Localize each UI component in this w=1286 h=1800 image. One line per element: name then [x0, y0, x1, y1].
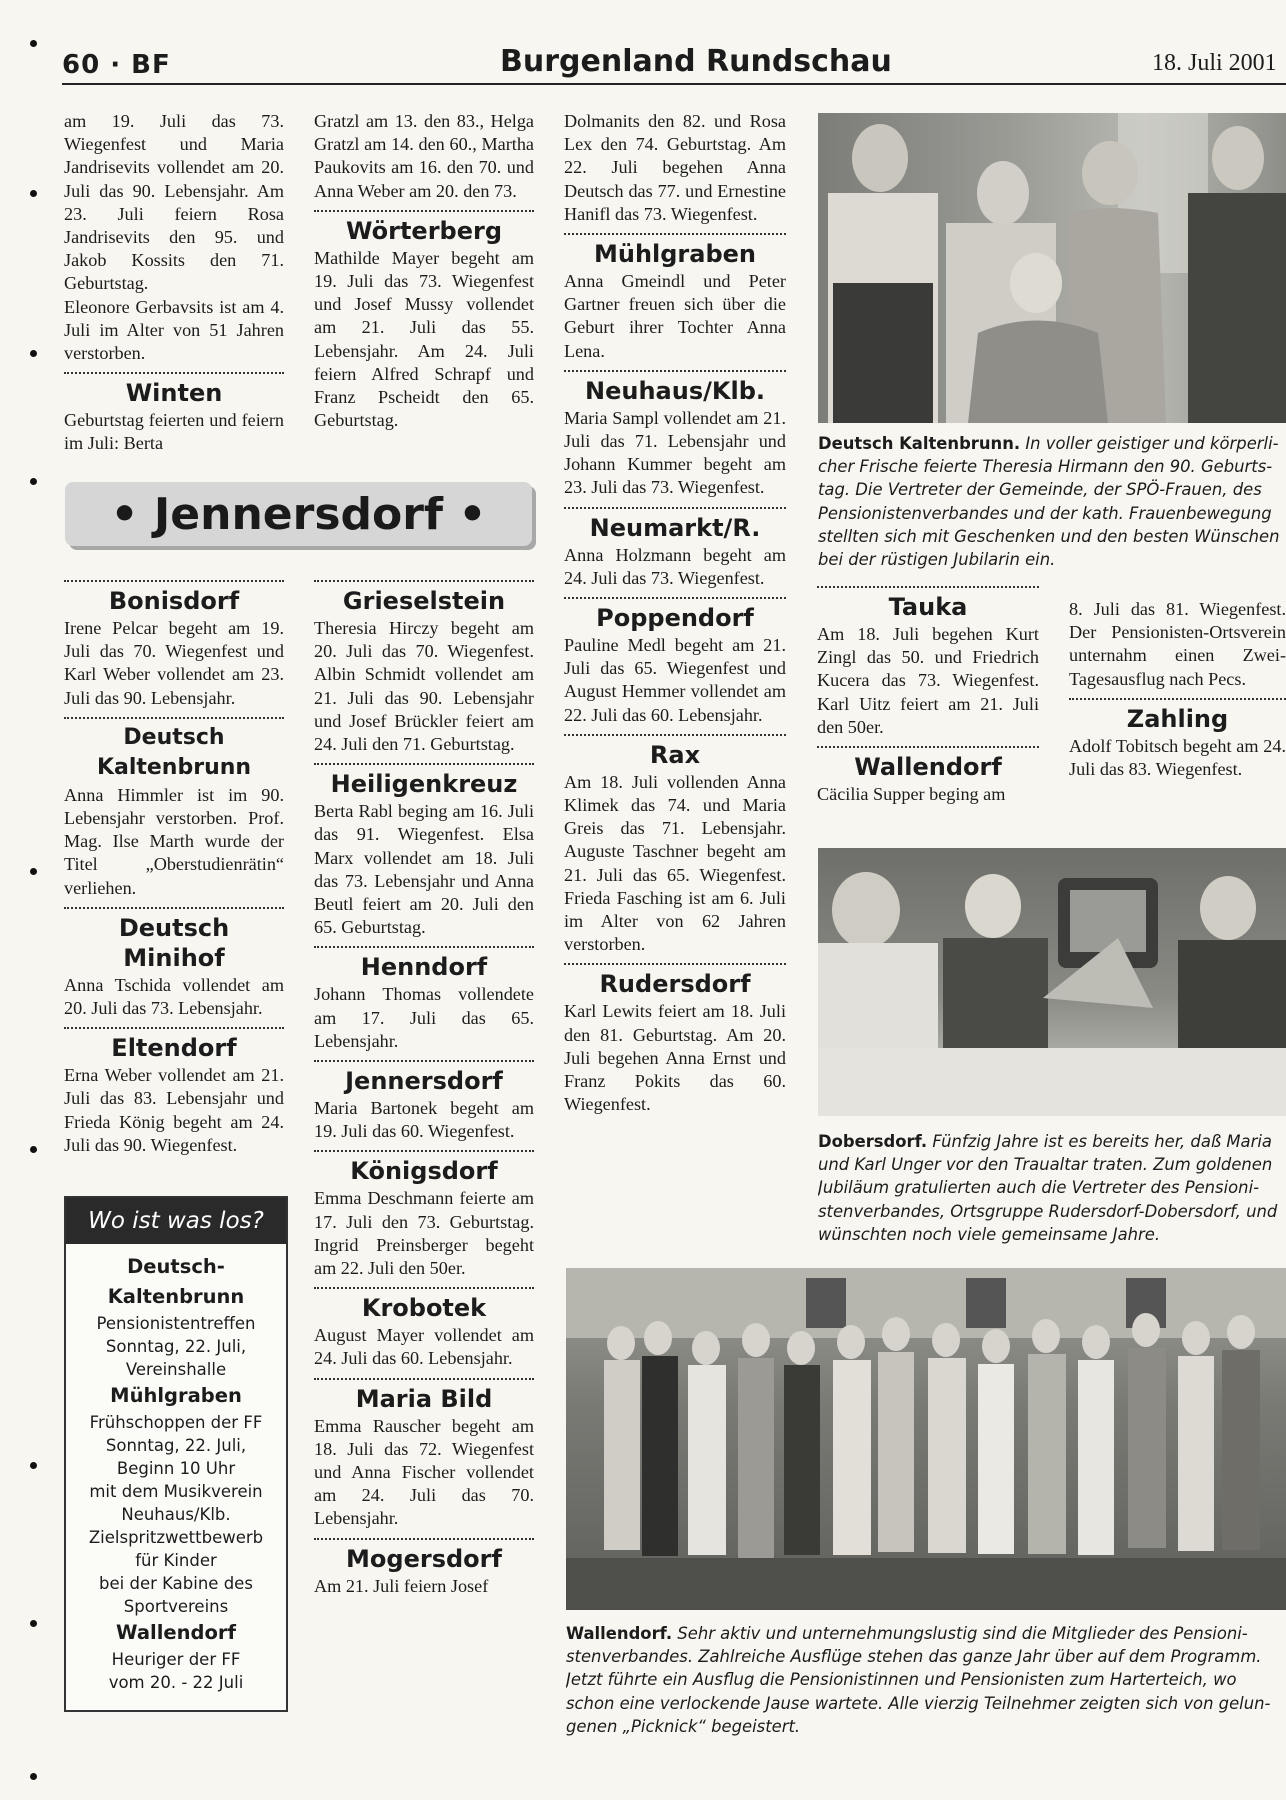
caption-text: In voller geistiger und körperli- — [1025, 434, 1279, 453]
article-text: Emma Deschmann feierte am 17. Juli den 73. Geburtstag. Ingrid Preinsberger begeht am 22. Juli den 50er. — [314, 1188, 534, 1279]
header-rule — [62, 83, 1286, 85]
top-column-2 — [314, 110, 534, 432]
event-line: Pensionistentreffen — [96, 1314, 256, 1333]
event-heading: Deutsch-Kaltenbrunn — [107, 1255, 245, 1308]
photo-caption — [818, 432, 1286, 571]
caption-text: tag. Die Vertreter der Gemeinde, der SPÖ-Frauen, des — [818, 480, 1262, 500]
dotted-divider — [564, 963, 786, 965]
section-heading: Neuhaus/Klb. — [585, 376, 765, 405]
dotted-divider — [564, 597, 786, 599]
caption-text: stellten sich mit Geschenken und den besten Wünschen — [818, 526, 1280, 546]
caption-text: wünschten noch viele gemeinsame Jahre. — [818, 1224, 1161, 1244]
margin-mark — [30, 190, 37, 197]
article-text: Am 18. Juli begehen Kurt Zingl das 50. und Friedrich Kucera das 73. Wiegenfest. Karl Uitz feiert am 21. Juli den 50er. — [817, 624, 1039, 737]
events-box — [64, 1196, 288, 1712]
event-line: für Kinder — [135, 1551, 217, 1570]
event-line: Sportvereins — [123, 1597, 229, 1616]
article-text: Maria Sampl vollendet am 21. Juli das 71. Lebensjahr und Johann Kummer begeht am 23. Juli das 73. Wiegenfest. — [564, 407, 786, 498]
article-text: Pauline Medl begeht am 21. Juli das 65. Wiegenfest und August Hemmer vollendet am 22. Juli das 60. Lebensjahr. — [564, 635, 786, 725]
caption-lead: Wallendorf. — [566, 1624, 673, 1643]
section-heading: Wörterberg — [346, 216, 502, 245]
photo-golden-wedding-dobersdorf — [818, 848, 1286, 1116]
margin-mark — [30, 1773, 37, 1780]
article-text: Anna Holzmann begeht am 24. Juli das 73. Wiegenfest. — [564, 544, 786, 588]
section-heading: Krobotek — [361, 1294, 487, 1323]
dotted-divider — [314, 1150, 534, 1152]
section-heading: Deutsch Minihof — [118, 913, 230, 972]
section-heading: Jennersdorf — [345, 1067, 503, 1096]
section-heading: Mühlgraben — [593, 240, 757, 269]
section-heading: Heiligenkreuz — [330, 770, 518, 799]
column-5 — [1069, 598, 1286, 781]
article-text: 8. Juli das 81. Wiegenfest. Der Pensionisten-Ortsverein unternahm einen Zwei-Tagesausflug nach Pecs. — [1069, 599, 1286, 689]
caption-text: Fünfzig Jahre ist es bereits her, daß Maria — [932, 1132, 1272, 1151]
dotted-divider — [314, 1060, 534, 1062]
dotted-divider — [564, 507, 786, 509]
margin-mark — [30, 1620, 37, 1627]
article-text: August Mayer vollendet am 24. Juli das 60. Lebensjahr. — [314, 1325, 534, 1369]
dotted-divider — [817, 586, 1039, 588]
section-heading: Poppendorf — [596, 604, 754, 633]
dotted-divider — [314, 1378, 534, 1380]
article-text: Mathilde Mayer begeht am 19. Juli das 73. Wiegenfest und Josef Mussy vollendet am 21. Juli das 55. Lebensjahr. Am 24. Juli feiern Alfred Schrapf und Franz Pscheidt den 65. Geburtstag. — [314, 247, 534, 431]
margin-mark — [30, 478, 37, 485]
column-3 — [564, 110, 786, 1117]
dotted-divider — [314, 1287, 534, 1289]
region-banner: • Jennersdorf • — [65, 482, 532, 546]
dotted-divider — [314, 763, 534, 765]
section-heading: Deutsch Kaltenbrunn — [96, 724, 252, 780]
dotted-divider — [314, 1538, 534, 1540]
dotted-divider — [564, 734, 786, 736]
margin-mark — [30, 868, 37, 875]
margin-mark — [30, 40, 37, 47]
section-heading: Tauka — [888, 593, 968, 621]
page-number: 60 · BF — [62, 50, 171, 80]
section-heading: Henndorf — [360, 953, 488, 982]
caption-text: Jetzt führte ein Ausflug die Pensionistinnen und Pensionisten zum Harterteich, wo — [566, 1670, 1237, 1690]
issue-date: 18. Juli 2001 — [1152, 50, 1277, 76]
article-text: Anna Tschida vollendet am 20. Juli das 73. Lebensjahr. — [64, 974, 284, 1019]
section-heading: Rax — [649, 740, 701, 769]
caption-text: bei der rüstigen Jubilarin ein. — [818, 550, 1056, 570]
section-heading: Winten — [125, 379, 223, 408]
caption-lead: Dobersdorf. — [818, 1132, 928, 1151]
article-text: Anna Gmeindl und Peter Gartner freuen sich über die Geburt ihrer Tochter Anna Lena. — [564, 271, 786, 361]
section-heading: Bonisdorf — [108, 587, 240, 615]
photo-figures — [566, 1268, 1286, 1610]
event-line: Zielspritzwettbewerb — [88, 1528, 264, 1547]
event-line: Beginn 10 Uhr — [116, 1459, 236, 1478]
caption-text: Sehr aktiv und unternehmungslustig sind die Mitglieder des Pensioni- — [677, 1624, 1248, 1643]
caption-text: stenverbandes. Zahlreiche Ausflüge stehen das ganze Jahr über auf dem Programm. — [566, 1647, 1262, 1667]
margin-mark — [30, 1146, 37, 1153]
event-line: Heuriger der FF — [111, 1650, 241, 1669]
events-box-title: Wo ist was los? — [66, 1198, 286, 1244]
photo-caption — [566, 1622, 1286, 1738]
event-line: Sonntag, 22. Juli, — [105, 1337, 247, 1356]
event-line: Vereinshalle — [125, 1360, 227, 1379]
article-text: Am 18. Juli vollenden Anna Klimek das 74. und Maria Greis das 71. Lebensjahr. Auguste Taschner begeht am 21. Juli das 65. Wiegenfest. Frieda Fasching ist am 6. Juli im Alter von 62 Jahren verstorben. — [564, 771, 786, 955]
caption-text: schon eine verlockende Jause wartete. Alle vierzig Teilnehmer zeigten sich von gelun- — [566, 1693, 1271, 1713]
article-text: Geburtstag feierten und feiern im Juli: Berta — [64, 410, 284, 454]
photo-caption — [818, 1130, 1286, 1246]
article-text: Irene Pelcar begeht am 19. Juli das 70. Wiegenfest und Karl Weber vollendet am 23. Juli das 90. Lebensjahr. — [64, 618, 284, 708]
article-text: am 19. Juli das 73. Wiegenfest und Maria Jandrisevits vollendet am 20. Juli das 90. Lebensjahr. Am 23. Juli feiern Rosa Jandrisevits den 95. und Jakob Kossits den 71. Geburtstag. — [64, 111, 284, 294]
photo-figures — [818, 113, 1286, 423]
event-line: Frühschoppen der FF — [89, 1413, 263, 1432]
caption-text: und Karl Unger vor den Traualtar traten. Zum goldenen — [818, 1155, 1273, 1175]
publication-title: Burgenland Rundschau — [500, 44, 892, 79]
article-text: Erna Weber vollendet am 21. Juli das 83. Lebensjahr und Frieda König begeht am 24. Juli das 90. Wiegenfest. — [64, 1065, 284, 1155]
article-text: Cäcilia Supper beging am — [817, 784, 1006, 805]
article-text: Anna Himmler ist im 90. Lebensjahr verstorben. Prof. Mag. Ilse Marth wurde der Titel „Oberstudienrätin“ verliehen. — [64, 784, 284, 898]
dotted-divider — [64, 1027, 284, 1029]
event-heading: Wallendorf — [116, 1621, 236, 1644]
column-4 — [817, 586, 1039, 806]
dotted-divider — [564, 233, 786, 235]
dotted-divider — [64, 717, 284, 719]
dotted-divider — [1069, 698, 1286, 700]
top-column-1 — [64, 110, 284, 456]
events-box-body — [66, 1244, 286, 1694]
dotted-divider — [817, 746, 1039, 748]
section-heading: Grieselstein — [342, 587, 506, 615]
caption-text: stenverbandes, Ortsgruppe Rudersdorf-Dobersdorf, und — [818, 1201, 1278, 1221]
article-text: Johann Thomas vollendete am 17. Juli das 65. Lebensjahr. — [314, 984, 534, 1051]
article-text: Berta Rabl beging am 16. Juli das 91. Wiegenfest. Elsa Marx vollendet am 18. Juli das 73. Lebensjahr und Anna Beutl feiert am 20. Juli den 65. Geburtstag. — [314, 801, 534, 938]
photo-group-wallendorf — [566, 1268, 1286, 1610]
article-text: Gratzl am 13. den 83., Helga Gratzl am 14. den 60., Martha Paukovits am 16. den 70. und Anna Weber am 20. den 73. — [314, 111, 534, 201]
dotted-divider — [314, 580, 534, 582]
article-text: Theresia Hirczy begeht am 20. Juli das 70. Wiegenfest. Albin Schmidt vollendet am 21. Juli das 90. Lebensjahr und Josef Brückler feiert am 24. Juli den 71. Geburtstag. — [314, 618, 534, 755]
column-1 — [64, 580, 284, 1157]
margin-mark — [30, 350, 37, 357]
dotted-divider — [314, 210, 534, 212]
article-text: Am 21. Juli feiern Josef — [314, 1575, 489, 1596]
section-heading: Maria Bild — [355, 1384, 493, 1413]
dotted-divider — [314, 946, 534, 948]
section-heading: Mogersdorf — [346, 1544, 502, 1573]
event-line: mit dem Musikverein — [89, 1482, 263, 1501]
article-text: Adolf Tobitsch begeht am 24. Juli das 83. Wiegenfest. — [1069, 735, 1286, 780]
article-text: Eleonore Gerbavsits ist am 4. Juli im Alter von 51 Jahren verstorben. — [64, 296, 284, 364]
section-heading: Rudersdorf — [599, 970, 751, 999]
article-text: Maria Bartonek begeht am 19. Juli das 60. Wiegenfest. — [314, 1098, 534, 1142]
event-heading: Mühlgraben — [110, 1384, 242, 1407]
caption-text: Pensionistenverbandes und der kath. Frauenbewegung — [818, 503, 1272, 523]
section-heading: Eltendorf — [111, 1034, 237, 1063]
dotted-divider — [564, 370, 786, 372]
section-heading: Königsdorf — [350, 1157, 498, 1186]
caption-text: Jubiläum gratulierten auch die Vertreter des Pensioni- — [818, 1178, 1260, 1198]
dotted-divider — [64, 580, 284, 582]
caption-text: cher Frische feierte Theresia Hirmann den 90. Geburts- — [818, 457, 1273, 477]
caption-text: genen „Picknick“ begeistert. — [566, 1716, 801, 1736]
photo-jubilee-kaltenbrunn — [818, 113, 1286, 423]
caption-lead: Deutsch Kaltenbrunn. — [818, 434, 1021, 453]
section-heading: Neumarkt/R. — [589, 513, 761, 542]
dotted-divider — [64, 907, 284, 909]
column-2 — [314, 580, 534, 1598]
article-text: Dolmanits den 82. und Rosa Lex den 74. Geburtstag. Am 22. Juli begehen Anna Deutsch das 77. und Ernestine Hanifl das 73. Wiegenfest. — [564, 111, 786, 224]
article-text: Karl Lewits feiert am 18. Juli den 81. Geburtstag. Am 20. Juli begehen Anna Ernst und Franz Pokits das 60. Wiegenfest. — [564, 1001, 786, 1115]
event-line: Sonntag, 22. Juli, — [105, 1436, 247, 1455]
article-text: Emma Rauscher begeht am 18. Juli das 72. Wiegenfest und Anna Fischer vollendet am 24. Juli das 70. Lebensjahr. — [314, 1415, 534, 1529]
margin-mark — [30, 1462, 37, 1469]
event-line: Neuhaus/Klb. — [121, 1505, 231, 1524]
photo-figures — [818, 848, 1286, 1116]
event-line: vom 20. - 22 Juli — [108, 1673, 244, 1692]
event-line: bei der Kabine des — [99, 1574, 253, 1593]
section-heading: Wallendorf — [854, 753, 1002, 782]
section-heading: Zahling — [1126, 704, 1229, 733]
dotted-divider — [64, 372, 284, 374]
